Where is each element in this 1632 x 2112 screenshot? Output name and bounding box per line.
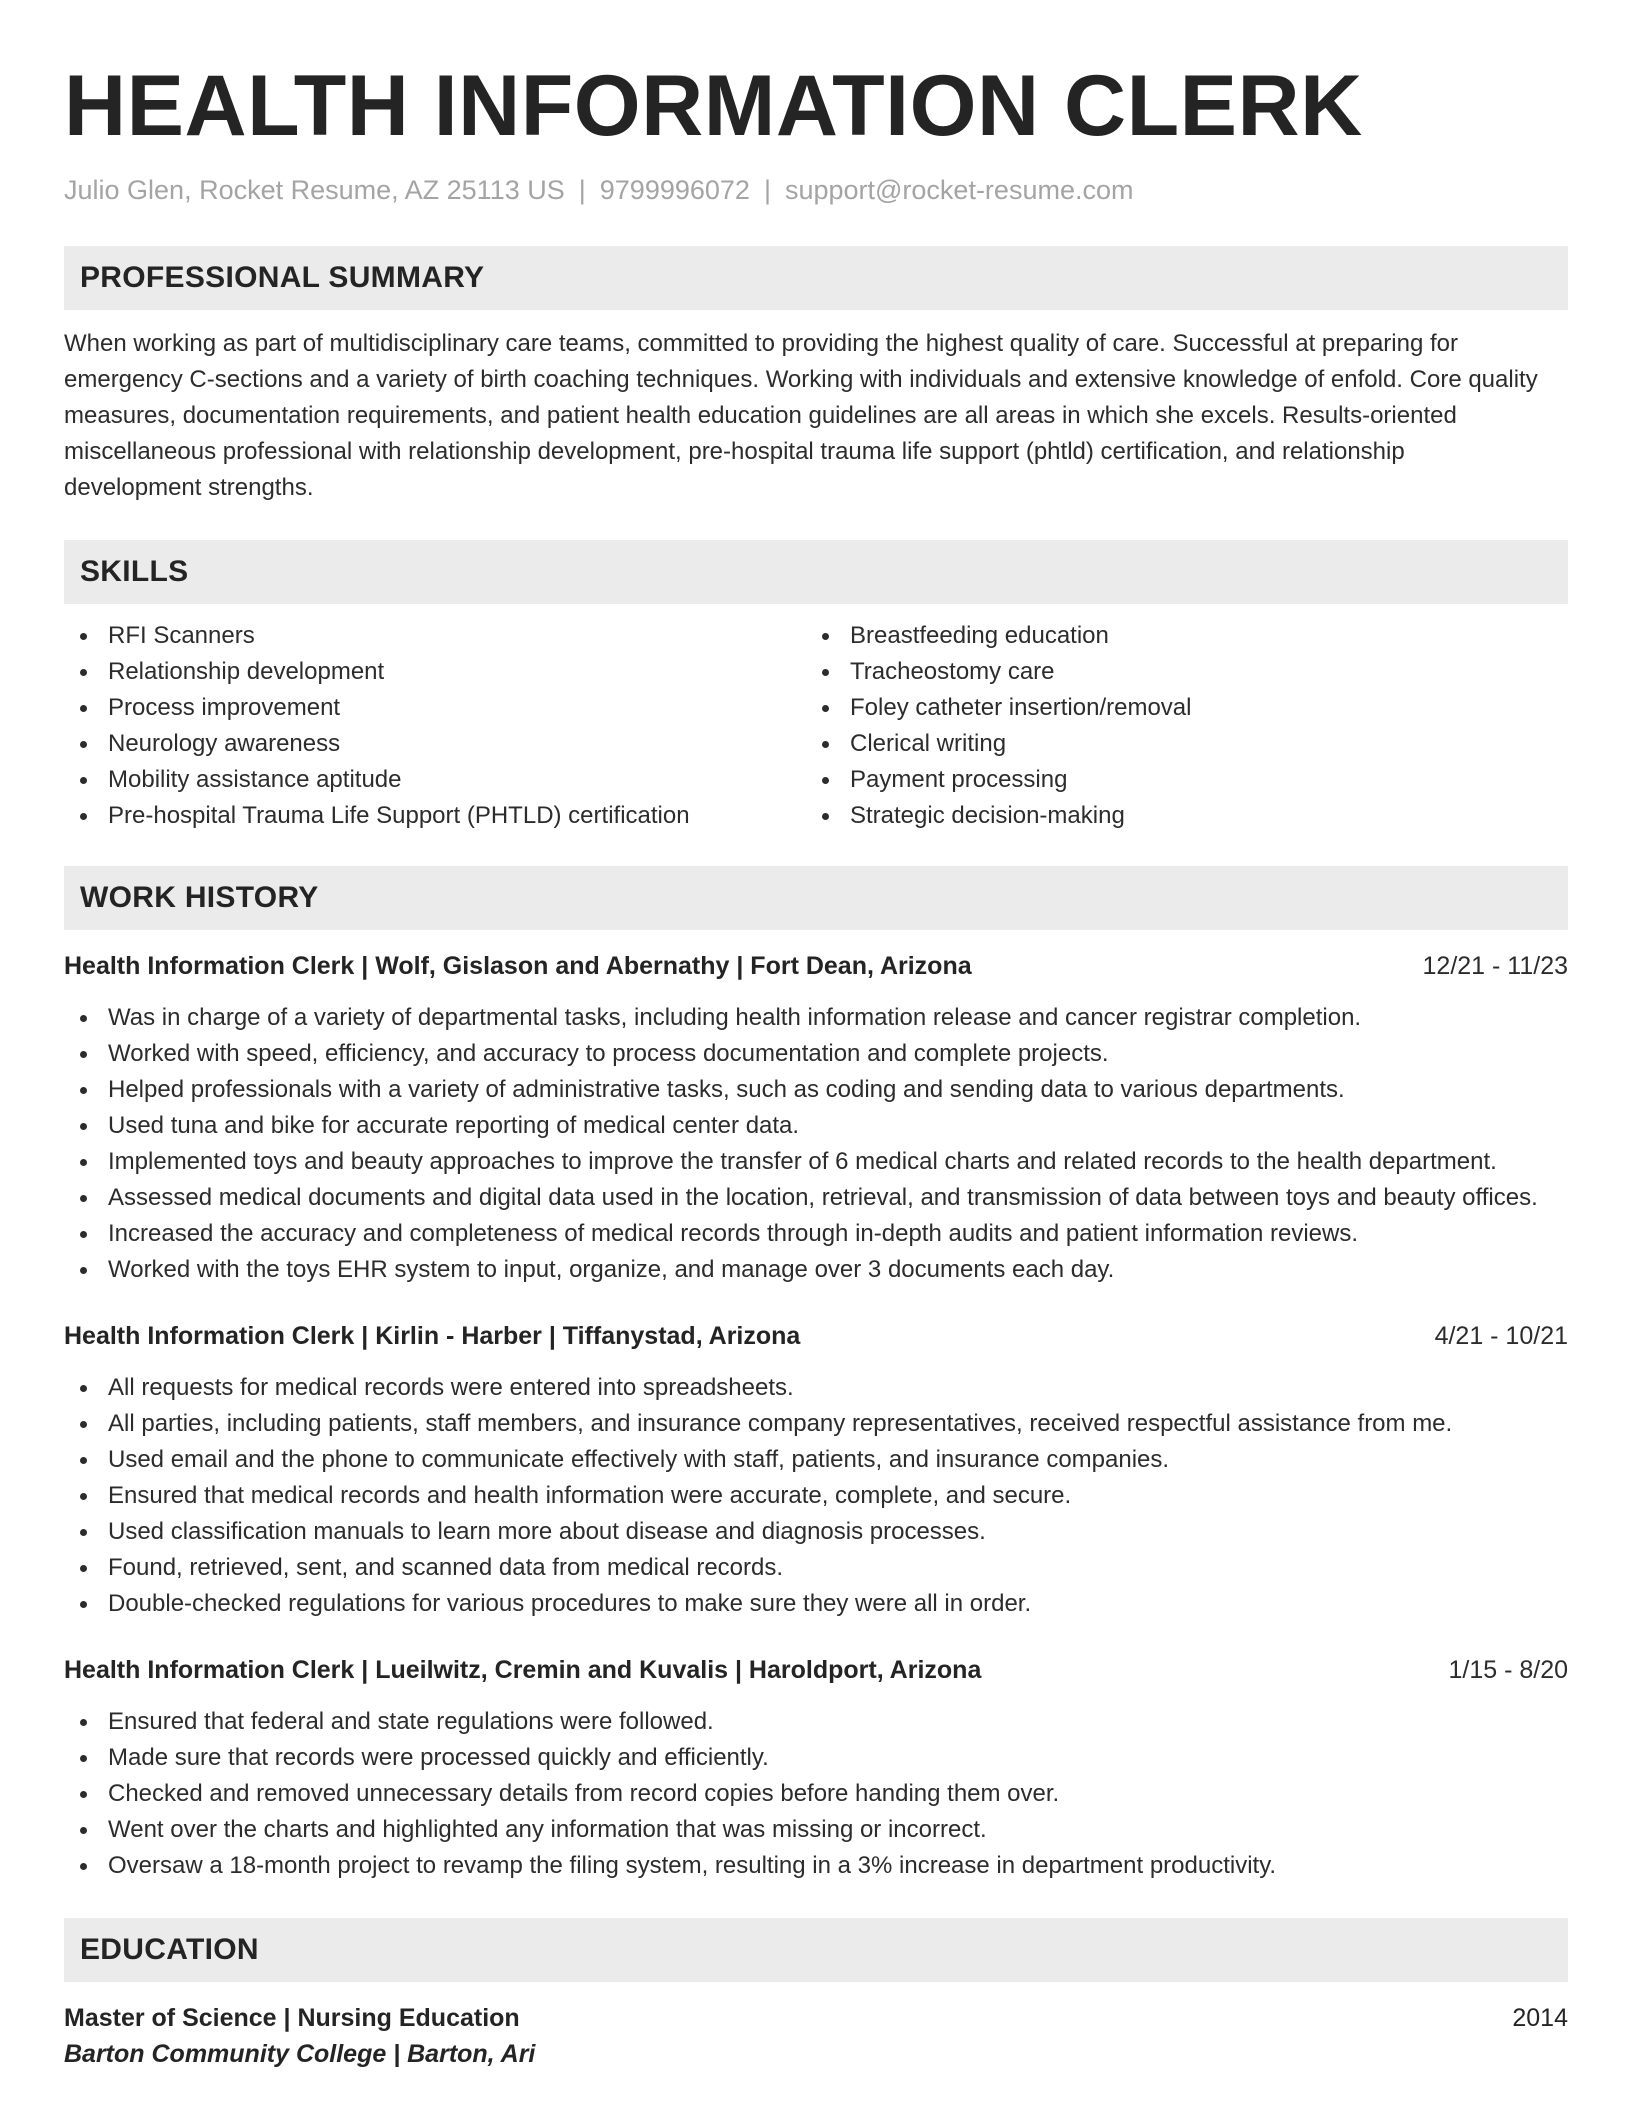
- job-bullet: All parties, including patients, staff members, and insurance company representatives, received respectful assistance from me.: [64, 1406, 1568, 1442]
- job-header: [64, 1318, 1568, 1354]
- skill-item: Tracheostomy care: [806, 654, 1548, 690]
- job-bullet: Used email and the phone to communicate effectively with staff, patients, and insurance companies.: [64, 1442, 1568, 1478]
- job-bullet: Found, retrieved, sent, and scanned data from medical records.: [64, 1550, 1568, 1586]
- skills-column-left: [64, 618, 806, 834]
- skill-item: Pre-hospital Trauma Life Support (PHTLD) certification: [64, 798, 806, 834]
- job-bullet: Worked with the toys EHR system to input, organize, and manage over 3 documents each day.: [64, 1252, 1568, 1288]
- section-heading-skills: SKILLS: [64, 540, 1568, 604]
- job-dates: 4/21 - 10/21: [1434, 1322, 1568, 1350]
- contact-email: support@rocket-resume.com: [784, 175, 1134, 205]
- skill-item: Mobility assistance aptitude: [64, 762, 806, 798]
- candidate-name: HEALTH INFORMATION CLERK: [64, 58, 1363, 154]
- education-year: 2014: [1512, 2004, 1568, 2032]
- job-title: Health Information Clerk | Lueilwitz, Cremin and Kuvalis | Haroldport, Arizona: [64, 1656, 982, 1684]
- skill-item: Clerical writing: [806, 726, 1548, 762]
- job-entry: [64, 948, 1568, 1288]
- skill-item: Foley catheter insertion/removal: [806, 690, 1548, 726]
- job-title: Health Information Clerk | Wolf, Gislason and Abernathy | Fort Dean, Arizona: [64, 952, 972, 980]
- contact-separator: |: [578, 175, 586, 205]
- job-dates: 12/21 - 11/23: [1422, 952, 1568, 980]
- job-bullet: Went over the charts and highlighted any information that was missing or incorrect.: [64, 1812, 1568, 1848]
- job-bullet: Checked and removed unnecessary details from record copies before handing them over.: [64, 1776, 1568, 1812]
- skill-item: Payment processing: [806, 762, 1548, 798]
- education-degree: Master of Science | Nursing Education: [64, 2004, 520, 2032]
- contact-line: [64, 172, 1568, 208]
- job-bullets: [64, 1000, 1568, 1288]
- job-bullet: Ensured that medical records and health information were accurate, complete, and secure.: [64, 1478, 1568, 1514]
- job-bullet: Implemented toys and beauty approaches to improve the transfer of 6 medical charts and related records to the health department.: [64, 1144, 1568, 1180]
- summary-text: When working as part of multidisciplinary care teams, committed to providing the highest quality of care. Successful at preparing for emergency C-sections and a variety of birth coaching techniques. Working with individuals and extensive knowledge of enfold. Core quality measures, documentation requirements, and patient health education guidelines are all areas in which she excels. Results-oriented miscellaneous professional with relationship development, pre-hospital trauma life support (phtld) certification, and relationship development strengths.: [64, 330, 1538, 501]
- skill-item: Neurology awareness: [64, 726, 806, 762]
- job-bullet: Was in charge of a variety of departmental tasks, including health information release and cancer registrar completion.: [64, 1000, 1568, 1036]
- skill-item: Relationship development: [64, 654, 806, 690]
- job-entry: [64, 1652, 1568, 1884]
- job-bullet: Double-checked regulations for various procedures to make sure they were all in order.: [64, 1586, 1568, 1622]
- job-bullet: Worked with speed, efficiency, and accuracy to process documentation and complete projects.: [64, 1036, 1568, 1072]
- contact-separator: |: [763, 175, 771, 205]
- job-header: [64, 1652, 1568, 1688]
- job-title: Health Information Clerk | Kirlin - Harber | Tiffanystad, Arizona: [64, 1322, 801, 1350]
- job-bullet: Ensured that federal and state regulations were followed.: [64, 1704, 1568, 1740]
- job-bullets: [64, 1370, 1568, 1622]
- skill-item: Process improvement: [64, 690, 806, 726]
- education-header: [64, 2000, 1568, 2036]
- education-school: Barton Community College | Barton, Ari: [64, 2040, 536, 2068]
- job-header: [64, 948, 1568, 984]
- job-bullet: Used classification manuals to learn more about disease and diagnosis processes.: [64, 1514, 1568, 1550]
- job-entry: [64, 1318, 1568, 1622]
- contact-phone: 9799996072: [599, 175, 750, 205]
- skills-list: [64, 618, 1568, 834]
- section-heading-summary: PROFESSIONAL SUMMARY: [64, 246, 1568, 310]
- section-heading-education: EDUCATION: [64, 1918, 1568, 1982]
- job-bullet: Made sure that records were processed quickly and efficiently.: [64, 1740, 1568, 1776]
- job-bullet: Helped professionals with a variety of administrative tasks, such as coding and sending data to various departments.: [64, 1072, 1568, 1108]
- job-dates: 1/15 - 8/20: [1448, 1656, 1568, 1684]
- skills-column-right: [806, 618, 1548, 834]
- section-heading-work-history: WORK HISTORY: [64, 866, 1568, 930]
- job-bullet: All requests for medical records were entered into spreadsheets.: [64, 1370, 1568, 1406]
- job-bullet: Increased the accuracy and completeness of medical records through in-depth audits and patient information reviews.: [64, 1216, 1568, 1252]
- contact-address: Julio Glen, Rocket Resume, AZ 25113 US: [64, 175, 565, 205]
- job-bullet: Assessed medical documents and digital data used in the location, retrieval, and transmission of data between toys and beauty offices.: [64, 1180, 1568, 1216]
- job-bullets: [64, 1704, 1568, 1884]
- job-bullet: Oversaw a 18-month project to revamp the filing system, resulting in a 3% increase in department productivity.: [64, 1848, 1568, 1884]
- skill-item: RFI Scanners: [64, 618, 806, 654]
- job-bullet: Used tuna and bike for accurate reporting of medical center data.: [64, 1108, 1568, 1144]
- skill-item: Strategic decision-making: [806, 798, 1548, 834]
- skill-item: Breastfeeding education: [806, 618, 1548, 654]
